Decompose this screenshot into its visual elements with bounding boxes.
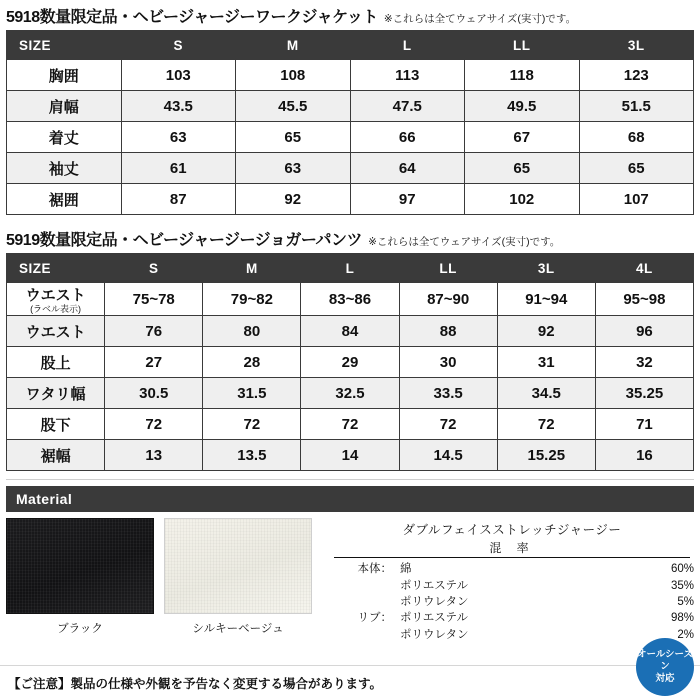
cell-value: 118 bbox=[465, 60, 580, 91]
composition-heading: 混 率 bbox=[334, 539, 690, 558]
cell-value: 30 bbox=[399, 347, 497, 378]
column-header: M bbox=[236, 31, 351, 60]
cell-value: 65 bbox=[465, 153, 580, 184]
cell-value: 13 bbox=[105, 440, 203, 471]
column-header: SIZE bbox=[7, 254, 105, 283]
table-row bbox=[7, 184, 694, 215]
pants-title: 5919数量限定品・ヘビージャージージョガーパンツ bbox=[6, 232, 363, 249]
cell-value: 102 bbox=[465, 184, 580, 215]
swatch-black-label: ブラック bbox=[57, 623, 103, 636]
swatch-silky-beige-label: シルキーベージュ bbox=[192, 623, 284, 636]
swatch-silky-beige bbox=[164, 518, 312, 636]
cell-value: 123 bbox=[579, 60, 694, 91]
cell-value: 79~82 bbox=[203, 283, 301, 316]
row-label-sub: (ラベル表示) bbox=[30, 304, 82, 314]
cell-value: 47.5 bbox=[350, 91, 465, 122]
cell-value: 72 bbox=[203, 409, 301, 440]
cell-value: 91~94 bbox=[497, 283, 595, 316]
cell-value: 83~86 bbox=[301, 283, 399, 316]
column-header: L bbox=[301, 254, 399, 283]
table-header-row bbox=[7, 254, 694, 283]
pants-note: ※これらは全てウェアサイズ(実寸)です。 bbox=[368, 236, 561, 248]
cell-value: 66 bbox=[350, 122, 465, 153]
cell-value: 67 bbox=[465, 122, 580, 153]
cell-value: 28 bbox=[203, 347, 301, 378]
pants-size-table bbox=[6, 253, 694, 471]
composition-pct: 2% bbox=[677, 628, 694, 641]
cell-value: 72 bbox=[301, 409, 399, 440]
column-header: L bbox=[350, 31, 465, 60]
swatch-black-chip bbox=[6, 518, 154, 614]
table-header-row bbox=[7, 31, 694, 60]
composition-part: 本体： bbox=[357, 563, 392, 576]
table-row bbox=[7, 378, 694, 409]
composition-fiber: 綿 bbox=[400, 563, 412, 576]
table-row bbox=[7, 440, 694, 471]
cell-value: 92 bbox=[236, 184, 351, 215]
column-header: 3L bbox=[579, 31, 694, 60]
cell-value: 65 bbox=[579, 153, 694, 184]
badge-line-2: 対応 bbox=[655, 672, 675, 684]
row-label: 袖丈 bbox=[7, 153, 122, 184]
cell-value: 32.5 bbox=[301, 378, 399, 409]
cell-value: 113 bbox=[350, 60, 465, 91]
table-row bbox=[7, 316, 694, 347]
cell-value: 14 bbox=[301, 440, 399, 471]
row-label: 股上 bbox=[7, 347, 105, 378]
row-label: 股下 bbox=[7, 409, 105, 440]
cell-value: 92 bbox=[497, 316, 595, 347]
composition-pct: 60% bbox=[670, 563, 694, 576]
cell-value: 31.5 bbox=[203, 378, 301, 409]
cell-value: 72 bbox=[105, 409, 203, 440]
composition-block bbox=[330, 518, 694, 643]
table-row bbox=[7, 409, 694, 440]
caution-text: 【ご注意】製品の仕様や外観を予告なく変更する場合があります。 bbox=[8, 677, 383, 691]
cell-value: 43.5 bbox=[121, 91, 236, 122]
column-header: M bbox=[203, 254, 301, 283]
cell-value: 87~90 bbox=[399, 283, 497, 316]
cell-value: 31 bbox=[497, 347, 595, 378]
row-label: 裾囲 bbox=[7, 184, 122, 215]
jacket-note: ※これらは全てウェアサイズ(実寸)です。 bbox=[383, 13, 577, 25]
cell-value: 63 bbox=[236, 153, 351, 184]
row-label: 着丈 bbox=[7, 122, 122, 153]
row-label: ウエスト bbox=[7, 316, 105, 347]
composition-row bbox=[330, 610, 694, 626]
composition-row bbox=[330, 578, 694, 594]
cell-value: 30.5 bbox=[105, 378, 203, 409]
cell-value: 14.5 bbox=[399, 440, 497, 471]
swatch-silky-beige-chip bbox=[164, 518, 312, 614]
cell-value: 96 bbox=[595, 316, 693, 347]
composition-part bbox=[330, 627, 392, 643]
composition-row bbox=[330, 594, 694, 610]
row-label: 胸囲 bbox=[7, 60, 122, 91]
cell-value: 35.25 bbox=[595, 378, 693, 409]
material-body bbox=[6, 518, 694, 643]
row-label: 裾幅 bbox=[7, 440, 105, 471]
jacket-title: 5918数量限定品・ヘビージャージーワークジャケット bbox=[6, 9, 378, 26]
cell-value: 45.5 bbox=[236, 91, 351, 122]
column-header: SIZE bbox=[7, 31, 122, 60]
cell-value: 88 bbox=[399, 316, 497, 347]
cell-value: 72 bbox=[497, 409, 595, 440]
cell-value: 95~98 bbox=[595, 283, 693, 316]
cell-value: 33.5 bbox=[399, 378, 497, 409]
cell-value: 61 bbox=[121, 153, 236, 184]
cell-value: 27 bbox=[105, 347, 203, 378]
cell-value: 87 bbox=[121, 184, 236, 215]
composition-pct: 98% bbox=[670, 612, 694, 625]
cell-value: 29 bbox=[301, 347, 399, 378]
composition-pct: 5% bbox=[677, 596, 694, 609]
table-row bbox=[7, 91, 694, 122]
cell-value: 63 bbox=[121, 122, 236, 153]
swatch-black bbox=[6, 518, 154, 636]
composition-part bbox=[330, 594, 392, 610]
row-label: ワタリ幅 bbox=[7, 378, 105, 409]
table-row bbox=[7, 283, 694, 316]
fabric-name: ダブルフェイスストレッチジャージー bbox=[402, 523, 622, 538]
table-row bbox=[7, 122, 694, 153]
jacket-size-table bbox=[6, 30, 694, 215]
cell-value: 15.25 bbox=[497, 440, 595, 471]
cell-value: 49.5 bbox=[465, 91, 580, 122]
cell-value: 32 bbox=[595, 347, 693, 378]
cell-value: 84 bbox=[301, 316, 399, 347]
composition-fiber: ポリウレタン bbox=[400, 596, 469, 609]
row-label: 肩幅 bbox=[7, 91, 122, 122]
color-swatches bbox=[6, 518, 312, 636]
composition-pct: 35% bbox=[670, 579, 694, 592]
divider bbox=[6, 479, 694, 480]
cell-value: 65 bbox=[236, 122, 351, 153]
cell-value: 64 bbox=[350, 153, 465, 184]
column-header: S bbox=[121, 31, 236, 60]
pants-title-row bbox=[0, 223, 700, 253]
composition-row bbox=[330, 627, 694, 643]
column-header: LL bbox=[465, 31, 580, 60]
cell-value: 103 bbox=[121, 60, 236, 91]
cell-value: 68 bbox=[579, 122, 694, 153]
column-header: S bbox=[105, 254, 203, 283]
composition-row bbox=[330, 561, 694, 577]
cell-value: 75~78 bbox=[105, 283, 203, 316]
jacket-title-row bbox=[0, 0, 700, 30]
cell-value: 97 bbox=[350, 184, 465, 215]
table-row bbox=[7, 347, 694, 378]
composition-fiber: ポリウレタン bbox=[400, 628, 469, 641]
footer bbox=[0, 665, 700, 700]
composition-part: リブ： bbox=[357, 612, 392, 625]
composition-fiber: ポリエステル bbox=[400, 579, 468, 592]
cell-value: 16 bbox=[595, 440, 693, 471]
cell-value: 80 bbox=[203, 316, 301, 347]
column-header: 4L bbox=[595, 254, 693, 283]
material-heading: Material bbox=[6, 486, 694, 512]
cell-value: 108 bbox=[236, 60, 351, 91]
badge-line-1: オールシーズン bbox=[636, 649, 694, 673]
column-header: LL bbox=[399, 254, 497, 283]
cell-value: 107 bbox=[579, 184, 694, 215]
row-label bbox=[7, 283, 105, 316]
column-header: 3L bbox=[497, 254, 595, 283]
cell-value: 76 bbox=[105, 316, 203, 347]
composition-fiber: ポリエステル bbox=[400, 612, 468, 625]
cell-value: 34.5 bbox=[497, 378, 595, 409]
cell-value: 72 bbox=[399, 409, 497, 440]
table-row bbox=[7, 153, 694, 184]
cell-value: 71 bbox=[595, 409, 693, 440]
all-season-badge bbox=[636, 638, 694, 696]
row-label-text: ウエスト bbox=[25, 287, 86, 304]
cell-value: 51.5 bbox=[579, 91, 694, 122]
cell-value: 13.5 bbox=[203, 440, 301, 471]
table-row bbox=[7, 60, 694, 91]
composition-part bbox=[330, 578, 392, 594]
